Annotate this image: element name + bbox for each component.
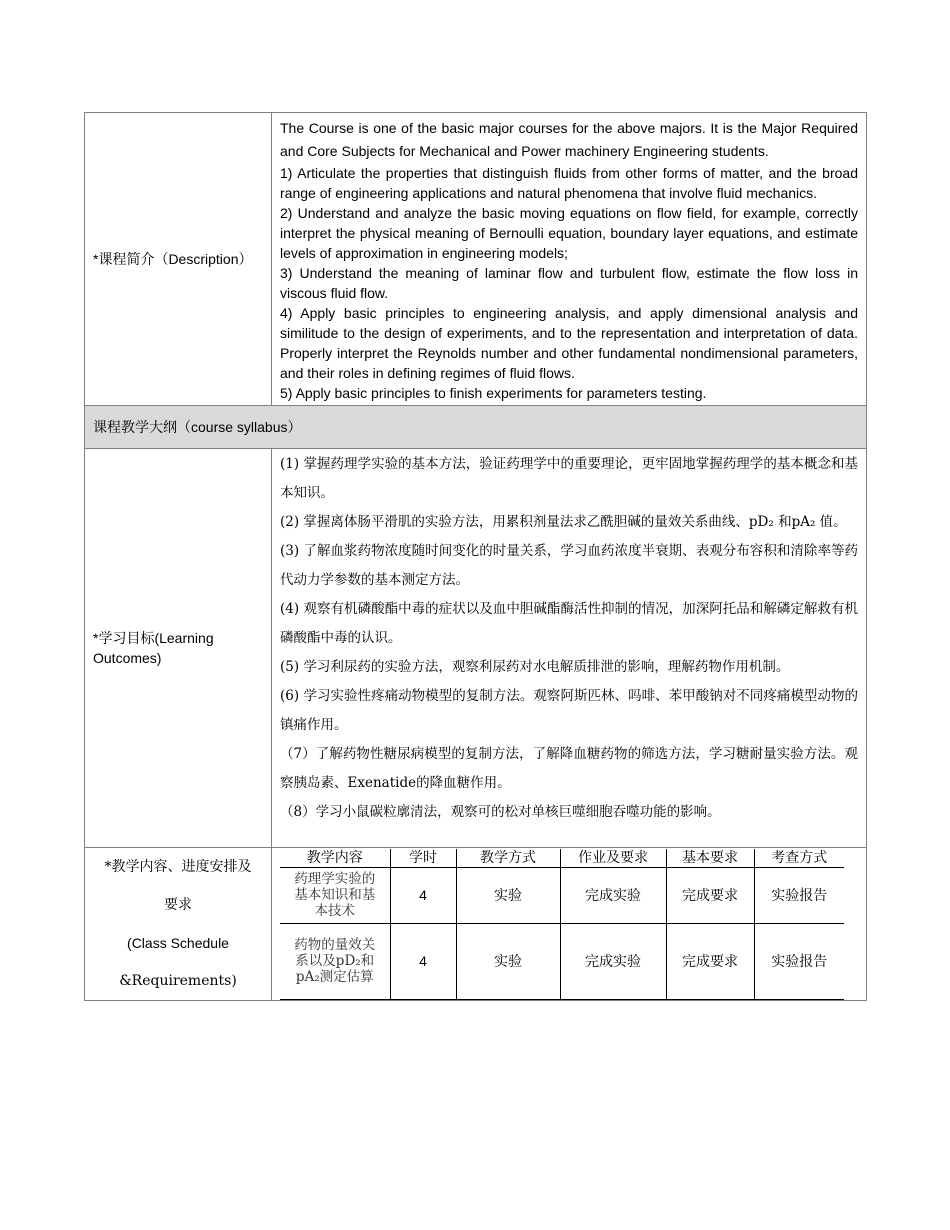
- column-header: 学时: [390, 849, 456, 868]
- description-item: 3) Understand the meaning of laminar flow and turbulent flow, estimate the flow loss in viscous fluid flow.: [280, 265, 858, 301]
- outcome-item: （7）了解药物性糖尿病模型的复制方法，了解降血糖药物的筛选方法，学习糖耐量实验方法。观察胰岛素、Exenatide的降血糖作用。: [280, 746, 858, 791]
- outcome-item: (4) 观察有机磷酸酯中毒的症状以及血中胆碱酯酶活性抑制的情况，加深阿托品和解磷定解救有机磷酸酯中毒的认识。: [280, 601, 858, 646]
- table-row: [280, 923, 844, 999]
- schedule-label-line: *教学内容、进度安排及: [104, 859, 252, 875]
- description-item: 2) Understand and analyze the basic moving equations on flow field, for example, correctly interpret the physical meaning of Bernoulli equation, boundary layer equations, and estimate levels of approximation in engineering models;: [280, 205, 858, 261]
- outcome-item: (6) 学习实验性疼痛动物模型的复制方法。观察阿斯匹林、吗啡、苯甲酸钠对不同疼痛模型动物的镇痛作用。: [280, 688, 858, 733]
- outcome-item: （8）学习小鼠碳粒廓清法，观察可的松对单核巨噬细胞吞噬功能的影响。: [280, 804, 721, 820]
- column-header: 教学方式: [456, 849, 560, 868]
- description-item: 5) Apply basic principles to finish experiments for parameters testing.: [280, 385, 707, 401]
- hours-cell: 4: [390, 923, 456, 999]
- homework-cell: 完成实验: [560, 923, 666, 999]
- outcome-item: (5) 学习利尿药的实验方法，观察利尿药对水电解质排泄的影响，理解药物作用机制。: [280, 659, 790, 675]
- table-row: [280, 867, 844, 923]
- schedule-label: [85, 848, 272, 1001]
- syllabus-header: 课程教学大纲（course syllabus）: [85, 406, 867, 449]
- outcome-item: (2) 掌握离体肠平滑肌的实验方法，用累积剂量法求乙酰胆碱的量效关系曲线、pD₂ 和pA₂ 值。: [280, 514, 847, 530]
- schedule-row: [85, 848, 867, 1001]
- outcome-item: (1) 掌握药理学实验的基本方法，验证药理学中的重要理论，更牢固地掌握药理学的基本概念和基本知识。: [280, 456, 858, 501]
- learning-outcomes-content: [272, 449, 867, 848]
- learning-outcomes-label: *学习目标(Learning Outcomes): [85, 449, 272, 848]
- syllabus-header-row: [85, 406, 867, 449]
- schedule-label-line: 要求: [164, 897, 192, 913]
- column-header: 作业及要求: [560, 849, 666, 868]
- column-header: 教学内容: [280, 849, 390, 868]
- topic-cell: 药理学实验的基本知识和基本技术: [280, 867, 390, 923]
- description-item: 4) Apply basic principles to engineering analysis, and apply dimensional analysis and similitude to the design of experiments, and to the representation and interpretation of data. Properly interpret the Reynolds number and other fundamental nondimensional parameters, and their roles in defining regimes of fluid flows.: [280, 305, 858, 381]
- description-row: [85, 113, 867, 406]
- homework-cell: 完成实验: [560, 867, 666, 923]
- description-content: [272, 113, 867, 406]
- basic-requirement-cell: 完成要求: [666, 867, 754, 923]
- course-info-table: [84, 112, 867, 1001]
- schedule-label-line: (Class Schedule: [127, 935, 229, 951]
- schedule-label-line: &Requirements): [119, 973, 237, 989]
- column-header: 考查方式: [754, 849, 844, 868]
- description-intro: The Course is one of the basic major courses for the above majors. It is the Major Required and Core Subjects for Mechanical and Power machinery Engineering students.: [280, 120, 858, 159]
- description-label: *课程简介（Description）: [85, 113, 272, 406]
- learning-outcomes-row: [85, 449, 867, 848]
- method-cell: 实验: [456, 867, 560, 923]
- topic-cell: 药物的量效关系以及pD₂和pA₂测定估算: [280, 923, 390, 999]
- outcome-item: (3) 了解血浆药物浓度随时间变化的时量关系，学习血药浓度半衰期、表观分布容积和清除率等药代动力学参数的基本测定方法。: [280, 543, 858, 588]
- schedule-header-row: [280, 849, 844, 868]
- column-header: 基本要求: [666, 849, 754, 868]
- schedule-content: [272, 848, 867, 1001]
- assessment-cell: 实验报告: [754, 923, 844, 999]
- description-item: 1) Articulate the properties that distinguish fluids from other forms of matter, and the broad range of engineering applications and natural phenomena that involve fluid mechanics.: [280, 165, 858, 201]
- assessment-cell: 实验报告: [754, 867, 844, 923]
- method-cell: 实验: [456, 923, 560, 999]
- basic-requirement-cell: 完成要求: [666, 923, 754, 999]
- hours-cell: 4: [390, 867, 456, 923]
- schedule-table: [280, 849, 844, 1000]
